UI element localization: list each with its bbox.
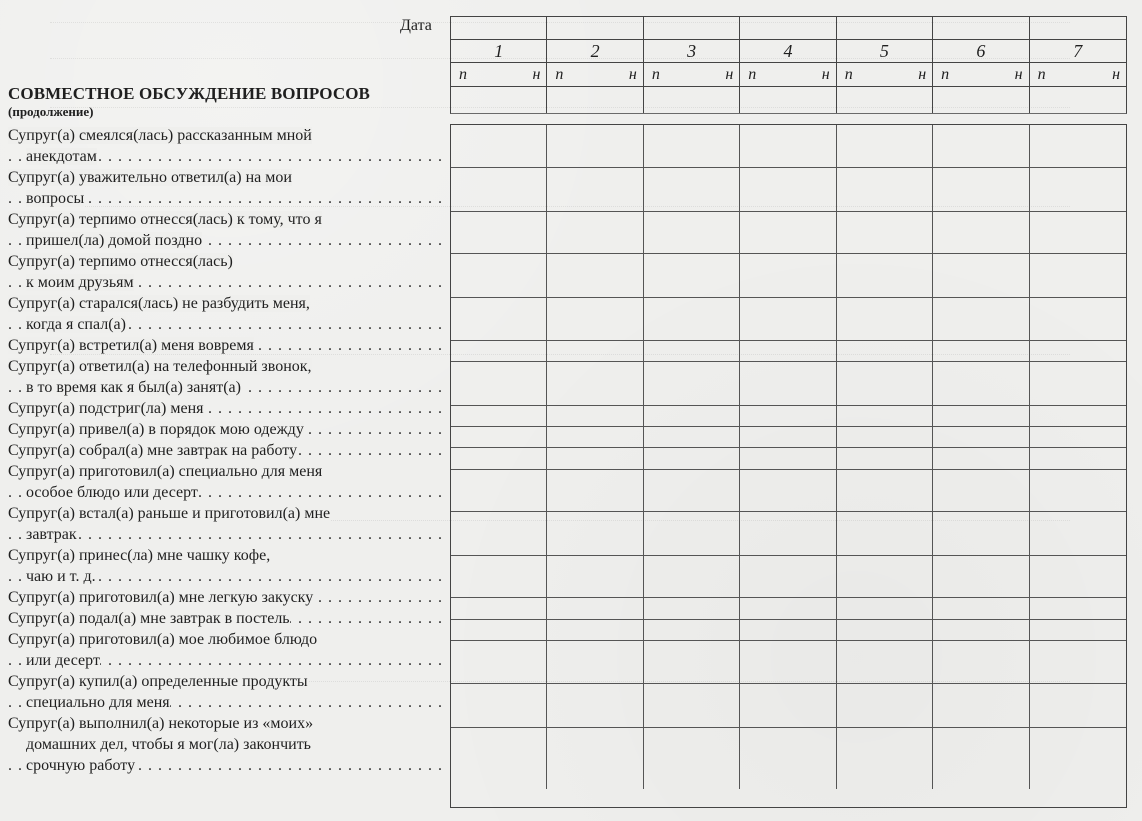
tracking-cell[interactable] [837, 448, 933, 470]
list-item [8, 293, 444, 335]
date-cell[interactable] [837, 17, 933, 39]
day-number: 5 [879, 40, 889, 61]
spacer-cell [1030, 87, 1126, 113]
tracking-cell[interactable] [547, 598, 643, 620]
tracking-cell[interactable] [1030, 125, 1126, 168]
spacer-cell [451, 87, 547, 113]
date-cell[interactable] [740, 17, 836, 39]
tracking-cell[interactable] [740, 448, 836, 470]
tracking-cell[interactable] [933, 298, 1029, 341]
tracking-cell[interactable] [644, 125, 740, 168]
tracking-cell[interactable] [837, 168, 933, 212]
tracking-cell[interactable] [451, 470, 547, 512]
tracking-cell[interactable] [1030, 512, 1126, 556]
tracking-cell[interactable] [451, 684, 547, 728]
day-number: 4 [783, 40, 793, 61]
question-list [8, 125, 444, 776]
item-line-dotted: в то время как я был(а) занят(а) . . . [8, 377, 444, 398]
list-item [8, 545, 444, 587]
item-line-dotted: Супруг(а) подал(а) мне завтрак в постель . . . [8, 608, 444, 629]
tracking-cell[interactable] [644, 470, 740, 512]
day-number: 7 [1073, 40, 1083, 61]
tracking-cell[interactable] [837, 406, 933, 427]
tracking-cell[interactable] [547, 641, 643, 684]
tracking-cell[interactable] [1030, 427, 1126, 448]
tracking-cell[interactable] [837, 641, 933, 684]
tracking-cell[interactable] [933, 512, 1029, 556]
spacer-cell [644, 87, 740, 113]
item-line-dotted: чаю и т. д. . . . [8, 566, 444, 587]
tracking-cell[interactable] [837, 512, 933, 556]
p-label: п [844, 65, 853, 83]
date-label: Дата [400, 17, 432, 34]
tracking-cell[interactable] [1030, 728, 1126, 789]
tracking-cell[interactable] [644, 448, 740, 470]
tracking-cell[interactable] [644, 406, 740, 427]
list-item [8, 419, 444, 440]
tracking-cell[interactable] [1030, 406, 1126, 427]
tracking-cell[interactable] [451, 125, 547, 168]
tracking-cell[interactable] [1030, 341, 1126, 362]
tracking-cell[interactable] [837, 341, 933, 362]
item-line: домашних дел, чтобы я мог(ла) закончить [26, 736, 311, 753]
date-header-grid [450, 16, 1127, 114]
pn-header-cell [451, 63, 547, 86]
item-line-dotted: специально для меня . . . [8, 692, 444, 713]
tracking-cell[interactable] [451, 598, 547, 620]
tracking-cell[interactable] [547, 728, 643, 789]
tracking-grid [450, 124, 1127, 808]
list-item [8, 671, 444, 713]
tracking-cell[interactable] [644, 728, 740, 789]
spacer-cell [547, 87, 643, 113]
spacer-cell [740, 87, 836, 113]
pn-header-cell [933, 63, 1029, 86]
tracking-cell[interactable] [644, 298, 740, 341]
date-cell[interactable] [451, 17, 547, 39]
tracking-cell[interactable] [933, 620, 1029, 641]
tracking-cell[interactable] [837, 556, 933, 598]
p-label: п [555, 65, 564, 83]
tracking-cell[interactable] [837, 684, 933, 728]
tracking-cell[interactable] [837, 362, 933, 406]
tracking-cell[interactable] [547, 427, 643, 448]
pn-header-cell [740, 63, 836, 86]
item-line-dotted: завтрак . . . [8, 524, 444, 545]
tracking-cell[interactable] [547, 470, 643, 512]
tracking-cell[interactable] [740, 728, 836, 789]
tracking-cell[interactable] [1030, 620, 1126, 641]
item-line-dotted: анекдотам . . . [8, 146, 444, 167]
tracking-cell[interactable] [451, 728, 547, 789]
pn-header-cell [644, 63, 740, 86]
tracking-cell[interactable] [451, 448, 547, 470]
tracking-cell[interactable] [740, 620, 836, 641]
tracking-cell[interactable] [644, 620, 740, 641]
item-line-dotted: Супруг(а) привел(а) в порядок мою одежду . . . [8, 419, 444, 440]
tracking-cell[interactable] [933, 598, 1029, 620]
tracking-cell[interactable] [740, 684, 836, 728]
day-column-header [740, 40, 836, 62]
tracking-cell[interactable] [837, 470, 933, 512]
tracking-cell[interactable] [933, 641, 1029, 684]
day-number: 2 [590, 40, 600, 61]
pn-row [450, 63, 1127, 87]
tracking-cell[interactable] [1030, 684, 1126, 728]
tracking-cell[interactable] [740, 641, 836, 684]
list-item [8, 398, 444, 419]
day-column-header [933, 40, 1029, 62]
tracking-cell[interactable] [740, 406, 836, 427]
list-item [8, 125, 444, 167]
n-label: н [821, 65, 830, 83]
tracking-cell[interactable] [451, 512, 547, 556]
tracking-cell[interactable] [451, 341, 547, 362]
tracking-cell[interactable] [644, 362, 740, 406]
item-line-dotted: Супруг(а) встретил(а) меня вовремя . . . [8, 335, 444, 356]
tracking-cell[interactable] [451, 212, 547, 254]
tracking-cell[interactable] [1030, 254, 1126, 298]
tracking-cell[interactable] [1030, 641, 1126, 684]
tracking-cell[interactable] [740, 212, 836, 254]
tracking-cell[interactable] [451, 298, 547, 341]
item-line: Супруг(а) терпимо отнесся(лась) к тому, что я [8, 211, 322, 228]
p-label: п [459, 65, 467, 83]
tracking-cell[interactable] [644, 254, 740, 298]
tracking-cell[interactable] [933, 212, 1029, 254]
item-line-dotted: когда я спал(а) . . . [8, 314, 444, 335]
tracking-cell[interactable] [1030, 470, 1126, 512]
day-column-header [1030, 40, 1126, 62]
tracking-cell[interactable] [547, 212, 643, 254]
tracking-cell[interactable] [740, 556, 836, 598]
tracking-cell[interactable] [644, 556, 740, 598]
tracking-cell[interactable] [740, 125, 836, 168]
p-label: п [748, 65, 757, 83]
item-line: Супруг(а) принес(ла) мне чашку кофе, [8, 547, 271, 564]
tracking-cell[interactable] [933, 470, 1029, 512]
tracking-cell[interactable] [933, 341, 1029, 362]
n-label: н [628, 65, 637, 83]
tracking-cell[interactable] [837, 427, 933, 448]
day-column-header [547, 40, 643, 62]
tracking-cell[interactable] [740, 512, 836, 556]
tracking-cell[interactable] [547, 362, 643, 406]
list-item [8, 461, 444, 503]
tracking-cell[interactable] [547, 341, 643, 362]
item-line-dotted: Супруг(а) собрал(а) мне завтрак на работу . . . [8, 440, 444, 461]
item-line: Супруг(а) встал(а) раньше и приготовил(а) мне [8, 505, 331, 522]
date-cell[interactable] [547, 17, 643, 39]
list-item [8, 335, 444, 356]
day-column-header [837, 40, 933, 62]
tracking-cell[interactable] [933, 254, 1029, 298]
tracking-cell[interactable] [933, 427, 1029, 448]
item-line-dotted: особое блюдо или десерт . . . [8, 482, 444, 503]
day-number: 3 [687, 40, 697, 61]
pn-header-cell [547, 63, 643, 86]
item-line: Супруг(а) уважительно ответил(а) на мои [8, 169, 292, 186]
tracking-cell[interactable] [644, 684, 740, 728]
header-spacer-row [450, 87, 1127, 114]
tracking-cell[interactable] [837, 598, 933, 620]
tracking-cell[interactable] [933, 125, 1029, 168]
item-line: Супруг(а) смеялся(лась) рассказанным мной [8, 127, 312, 144]
list-item [8, 587, 444, 608]
tracking-cell[interactable] [837, 620, 933, 641]
section-header [8, 84, 444, 122]
tracking-cell[interactable] [451, 641, 547, 684]
list-item [8, 713, 444, 776]
tracking-cell[interactable] [933, 556, 1029, 598]
tracking-cell[interactable] [933, 362, 1029, 406]
tracking-cell[interactable] [933, 168, 1029, 212]
day-number: 6 [976, 40, 986, 61]
tracking-cell[interactable] [451, 620, 547, 641]
p-label: п [1037, 65, 1046, 83]
pn-header-cell [837, 63, 933, 86]
tracking-cell[interactable] [451, 427, 547, 448]
tracking-cell[interactable] [837, 298, 933, 341]
item-line: Супруг(а) выполнил(а) некоторые из «моих» [8, 715, 314, 732]
list-item [8, 440, 444, 461]
spacer-cell [933, 87, 1029, 113]
section-subtitle: (продолжение) [8, 104, 94, 119]
tracking-cell[interactable] [644, 168, 740, 212]
tracking-cell[interactable] [644, 341, 740, 362]
tracking-cell[interactable] [740, 254, 836, 298]
tracking-cell[interactable] [740, 362, 836, 406]
n-label: н [725, 65, 734, 83]
tracking-cell[interactable] [740, 598, 836, 620]
tracking-cell[interactable] [837, 125, 933, 168]
tracking-cell[interactable] [1030, 298, 1126, 341]
n-label: н [1112, 65, 1120, 83]
tracking-cell[interactable] [547, 125, 643, 168]
item-line-dotted: или десерт . . . [8, 650, 444, 671]
tracking-cell[interactable] [1030, 598, 1126, 620]
list-item [8, 209, 444, 251]
section-title: СОВМЕСТНОЕ ОБСУЖДЕНИЕ ВОПРОСОВ [8, 84, 370, 103]
spacer-cell [837, 87, 933, 113]
tracking-cell[interactable] [740, 168, 836, 212]
item-line: Супруг(а) старался(лась) не разбудить меня, [8, 295, 310, 312]
item-line: Супруг(а) приготовил(а) специально для меня [8, 463, 323, 480]
tracking-cell[interactable] [1030, 448, 1126, 470]
tracking-cell[interactable] [644, 427, 740, 448]
tracking-cell[interactable] [547, 512, 643, 556]
tracking-cell[interactable] [644, 598, 740, 620]
tracking-cell[interactable] [837, 254, 933, 298]
tracking-cell[interactable] [1030, 168, 1126, 212]
tracking-cell[interactable] [547, 298, 643, 341]
tracking-cell[interactable] [451, 168, 547, 212]
item-line: Супруг(а) ответил(а) на телефонный звонок, [8, 358, 312, 375]
list-item [8, 503, 444, 545]
tracking-cell[interactable] [933, 448, 1029, 470]
tracking-cell[interactable] [547, 556, 643, 598]
n-label: н [532, 65, 541, 83]
list-item [8, 629, 444, 671]
item-line-dotted: к моим друзьям . . . [8, 272, 444, 293]
item-line-dotted: срочную работу . . . [8, 755, 444, 776]
tracking-cell[interactable] [547, 168, 643, 212]
tracking-cell[interactable] [740, 470, 836, 512]
date-cell[interactable] [644, 17, 740, 39]
tracking-cell[interactable] [933, 406, 1029, 427]
n-label: н [1014, 65, 1023, 83]
tracking-cell[interactable] [933, 728, 1029, 789]
tracking-cell[interactable] [547, 406, 643, 427]
item-line: Супруг(а) приготовил(а) мое любимое блюдо [8, 631, 318, 648]
tracking-cell[interactable] [933, 684, 1029, 728]
tracking-cell[interactable] [547, 448, 643, 470]
tracking-cell[interactable] [547, 254, 643, 298]
item-line: Супруг(а) терпимо отнесся(лась) [8, 253, 233, 270]
tracking-cell[interactable] [740, 427, 836, 448]
p-label: п [941, 65, 950, 83]
tracking-cell[interactable] [451, 406, 547, 427]
tracking-cell[interactable] [451, 362, 547, 406]
day-column-header [644, 40, 740, 62]
day-number-row [450, 40, 1127, 63]
tracking-cell[interactable] [644, 212, 740, 254]
tracking-cell[interactable] [547, 620, 643, 641]
day-column-header [451, 40, 547, 62]
header-date-row [450, 16, 1127, 40]
n-label: н [918, 65, 927, 83]
tracking-cell[interactable] [1030, 556, 1126, 598]
list-item [8, 608, 444, 629]
tracking-cell[interactable] [837, 212, 933, 254]
pn-header-cell [1030, 63, 1126, 86]
tracking-cell[interactable] [547, 684, 643, 728]
list-item [8, 356, 444, 398]
item-line-dotted: вопросы . . . [8, 188, 444, 209]
date-cell[interactable] [1030, 17, 1126, 39]
item-line-dotted: Супруг(а) приготовил(а) мне легкую закуску . . . [8, 587, 444, 608]
tracking-cell[interactable] [451, 556, 547, 598]
item-line-dotted: пришел(ла) домой поздно . . . [8, 230, 444, 251]
day-number: 1 [494, 40, 504, 61]
p-label: п [651, 65, 660, 83]
tracking-cell[interactable] [644, 512, 740, 556]
list-item [8, 251, 444, 293]
tracking-cell[interactable] [644, 641, 740, 684]
tracking-cell[interactable] [740, 341, 836, 362]
list-item [8, 167, 444, 209]
tracking-cell[interactable] [1030, 212, 1126, 254]
tracking-cell[interactable] [1030, 362, 1126, 406]
date-cell[interactable] [933, 17, 1029, 39]
tracking-cell[interactable] [740, 298, 836, 341]
tracking-cell[interactable] [837, 728, 933, 789]
item-line-dotted: Супруг(а) подстриг(ла) меня . . . [8, 398, 444, 419]
item-line: Супруг(а) купил(а) определенные продукты [8, 673, 308, 690]
tracking-cell[interactable] [451, 254, 547, 298]
